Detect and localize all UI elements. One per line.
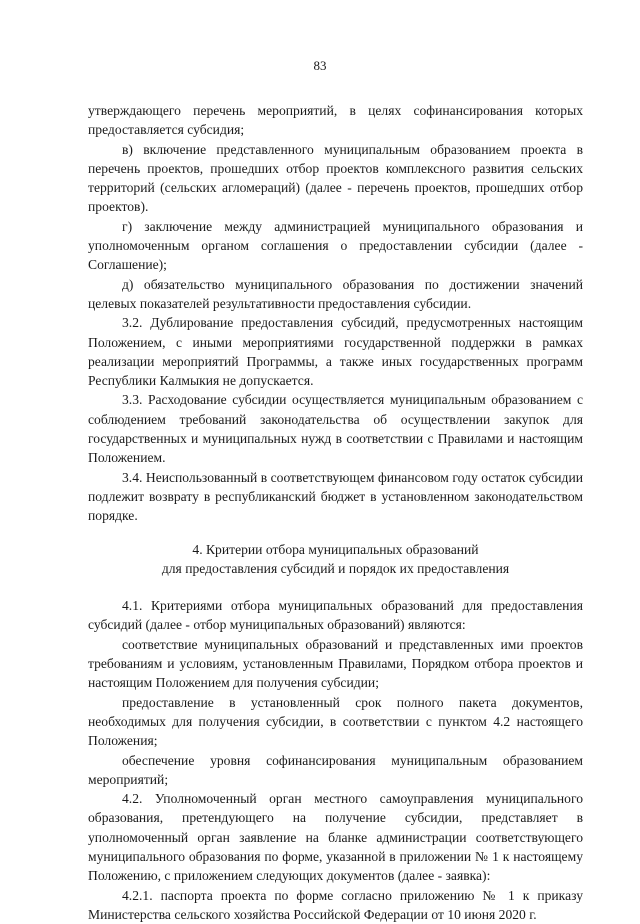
paragraph-4-2: 4.2. Уполномоченный орган местного самоуправления муниципального образования, претендующего на получение субсидии, представляет в уполномоченный орган заявление на бланке администрации соответствующего муниципального образования по форме, указанной в приложении № 1 к настоящему Положению, с приложением следующих документов (далее - заявка): xyxy=(88,791,583,884)
paragraph-4-1: 4.1. Критериями отбора муниципальных образований для предоставления субсидий (далее - отбор муниципальных образований) являются: xyxy=(88,598,583,633)
paragraph-3-2: 3.2. Дублирование предоставления субсидий, предусмотренных настоящим Положением, с иными мероприятиями государственной поддержки в рамках реализации мероприятий Программы, а также иных государственных программ Республики Калмыкия не допускается. xyxy=(88,315,583,389)
paragraph-3-3: 3.3. Расходование субсидии осуществляется муниципальным образованием с соблюдением требований законодательства об осуществлении закупок для государственных и муниципальных нужд в соответствии с Правилами и настоящим Положением. xyxy=(88,392,583,466)
paragraph-continuation: утверждающего перечень мероприятий, в целях софинансирования которых предоставляется субсидия; xyxy=(88,103,583,138)
paragraph-criterion-3: обеспечение уровня софинансирования муниципальным образованием мероприятий; xyxy=(88,752,583,787)
section-heading-line-2: для предоставления субсидий и порядок их предоставления xyxy=(161,560,510,576)
paragraph-3-4: 3.4. Неиспользованный в соответствующем финансовом году остаток субсидии подлежит возврату в республиканский бюджет в установленном законодательством порядке. xyxy=(88,469,583,524)
document-body xyxy=(88,101,583,924)
section-heading xyxy=(88,540,583,579)
paragraph-4-2-1: 4.2.1. паспорта проекта по форме согласно приложению № 1 к приказу Министерства сельского хозяйства Российской Федерации от 10 июня 2020 г. xyxy=(88,887,583,922)
paragraph-item-v: в) включение представленного муниципальным образованием проекта в перечень проектов, прошедших отбор проектов комплексного развития сельских территорий (сельских агломераций) (далее - перечень проектов, прошедших отбор проектов). xyxy=(88,141,583,215)
paragraph-criterion-2: предоставление в установленный срок полного пакета документов, необходимых для получения субсидии, в соответствии с пунктом 4.2 настоящего Положения; xyxy=(88,694,583,749)
paragraph-criterion-1: соответствие муниципальных образований и представленных ими проектов требованиям и условиям, установленным Правилами, Порядком отбора проектов и настоящим Положением для получения субсидии; xyxy=(88,636,583,691)
paragraph-item-d: д) обязательство муниципального образования по достижении значений целевых показателей результативности предоставления субсидии. xyxy=(88,276,583,311)
page-number: 83 xyxy=(313,58,327,73)
section-heading-line-1: 4. Критерии отбора муниципальных образований xyxy=(192,541,479,557)
paragraph-item-g: г) заключение между администрацией муниципального образования и уполномоченным органом соглашения о предоставлении субсидии (далее - Соглашение); xyxy=(88,218,583,273)
